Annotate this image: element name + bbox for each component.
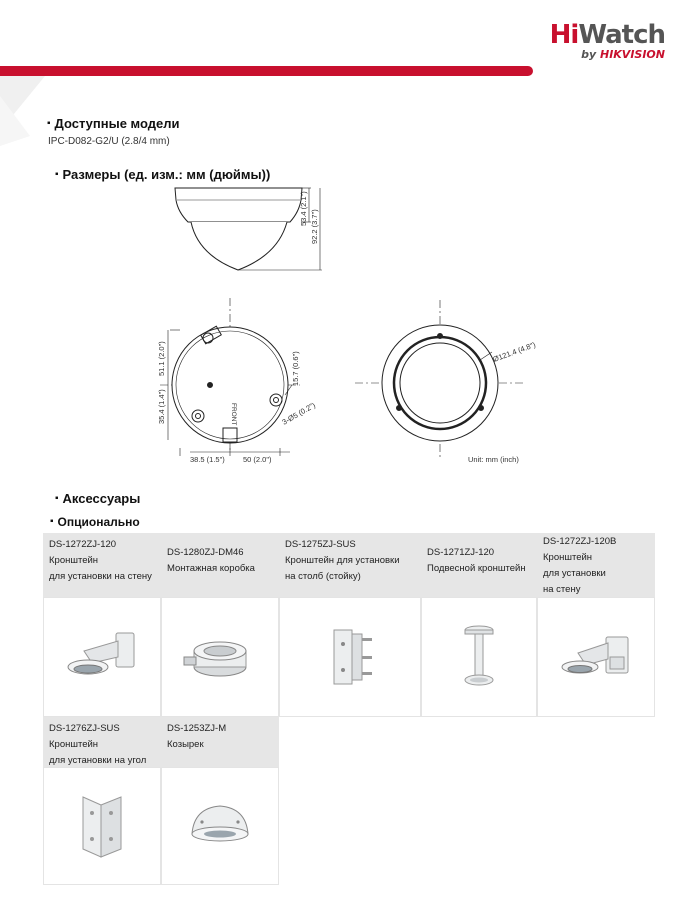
dim-base-bottom-2: 50 (2.0") — [243, 455, 272, 464]
wall-mount-bracket-image — [62, 627, 142, 687]
accessory-image-ds-1271zj-120 — [421, 597, 537, 717]
accessory-cell-ds-1272zj-120 — [43, 533, 161, 597]
accessory-image-ds-1275zj-sus — [279, 597, 421, 717]
accessories-table — [43, 533, 655, 885]
optional-heading: ▪ Опционально — [50, 515, 140, 529]
wall-mount-bracket-b-image — [556, 627, 636, 687]
models-value: IPC-D082-G2/U (2.8/4 mm) — [48, 136, 170, 147]
front-label: FRONT — [230, 403, 237, 426]
junction-box-image — [180, 627, 260, 687]
accessory-cell-ds-1280zj-dm46 — [161, 533, 279, 597]
dim-base-vertical-1: 51.1 (2.0") — [157, 341, 166, 376]
accessory-desc: для установки на угол — [49, 755, 147, 766]
dim-base-bottom-1: 38.5 (1.5") — [190, 455, 225, 464]
accessory-desc: Кронштейн — [49, 555, 99, 566]
dimensions-heading-text: Размеры (ед. изм.: мм (дюймы)) — [62, 167, 271, 182]
logo-watch: Watch — [578, 20, 665, 50]
accessory-image-ds-1272zj-120b — [537, 597, 655, 717]
accessory-image-ds-1272zj-120 — [43, 597, 161, 717]
accessory-cell-ds-1276zj-sus — [43, 717, 161, 767]
accessory-desc: Козырек — [167, 739, 204, 750]
accessory-model: DS-1280ZJ-DM46 — [167, 547, 244, 558]
accessory-model: DS-1276ZJ-SUS — [49, 723, 120, 734]
accessory-desc: Монтажная коробка — [167, 563, 255, 574]
accessory-cell-ds-1272zj-120b — [537, 533, 655, 597]
logo-by: by — [581, 48, 600, 61]
sunshield-image — [180, 796, 260, 856]
accessory-desc: Кронштейн для установки — [285, 555, 400, 566]
accessories-heading-text: Аксессуары — [62, 491, 141, 506]
accessory-cell-ds-1271zj-120 — [421, 533, 537, 597]
dim-side-height-total: 92.2 (3.7") — [310, 209, 319, 244]
accessory-desc: на столб (стойку) — [285, 571, 361, 582]
pendant-mount-image — [454, 622, 504, 692]
logo-hi: Hi — [549, 20, 579, 50]
accessory-model: DS-1272ZJ-120 — [49, 539, 117, 550]
accessory-image-ds-1280zj-dm46 — [161, 597, 279, 717]
accessory-desc: для установки на стену — [49, 571, 152, 582]
accessory-desc: для установки — [543, 568, 606, 579]
dim-diameter: Ø121.4 (4.8") — [491, 340, 537, 364]
pole-mount-bracket-image — [320, 622, 380, 692]
models-heading-text: Доступные модели — [54, 116, 180, 131]
accessory-model: DS-1272ZJ-120B — [543, 536, 617, 547]
accessory-desc: Кронштейн — [49, 739, 99, 750]
camera-top-view — [355, 300, 525, 460]
accessory-model: DS-1253ZJ-M — [167, 723, 227, 734]
optional-heading-text: Опционально — [57, 515, 140, 529]
camera-base-view — [160, 298, 300, 456]
accessory-desc: на стену — [543, 584, 581, 595]
accessory-desc: Подвесной кронштейн — [427, 563, 526, 574]
models-heading: ▪ Доступные модели — [47, 116, 180, 131]
accessory-image-ds-1253zj-m — [161, 767, 279, 885]
header-red-bar — [0, 66, 533, 76]
accessory-cell-ds-1253zj-m — [161, 717, 279, 767]
corner-mount-bracket-image — [77, 791, 127, 861]
accessory-image-ds-1276zj-sus — [43, 767, 161, 885]
accessory-cell-ds-1275zj-sus — [279, 533, 421, 597]
accessory-model: DS-1275ZJ-SUS — [285, 539, 356, 550]
brand-logo — [550, 20, 665, 61]
accessories-heading: ▪ Аксессуары — [55, 491, 141, 506]
accessory-desc: Кронштейн — [543, 552, 593, 563]
dim-base-right: 15.7 (0.6") — [291, 351, 300, 386]
unit-label: Unit: mm (inch) — [468, 455, 519, 464]
accessory-model: DS-1271ZJ-120 — [427, 547, 495, 558]
dim-side-height-upper: 53.4 (2.1") — [299, 191, 308, 226]
dimension-drawing — [0, 175, 691, 475]
dimensions-heading: ▪ Размеры (ед. изм.: мм (дюймы)) — [55, 167, 271, 182]
logo-hikvision: HIKVISION — [599, 48, 665, 61]
logo-wordmark — [550, 20, 665, 50]
dim-hole: 3-Ø5 (0.2") — [280, 400, 317, 427]
dim-base-vertical-2: 35.4 (1.4") — [157, 389, 166, 424]
